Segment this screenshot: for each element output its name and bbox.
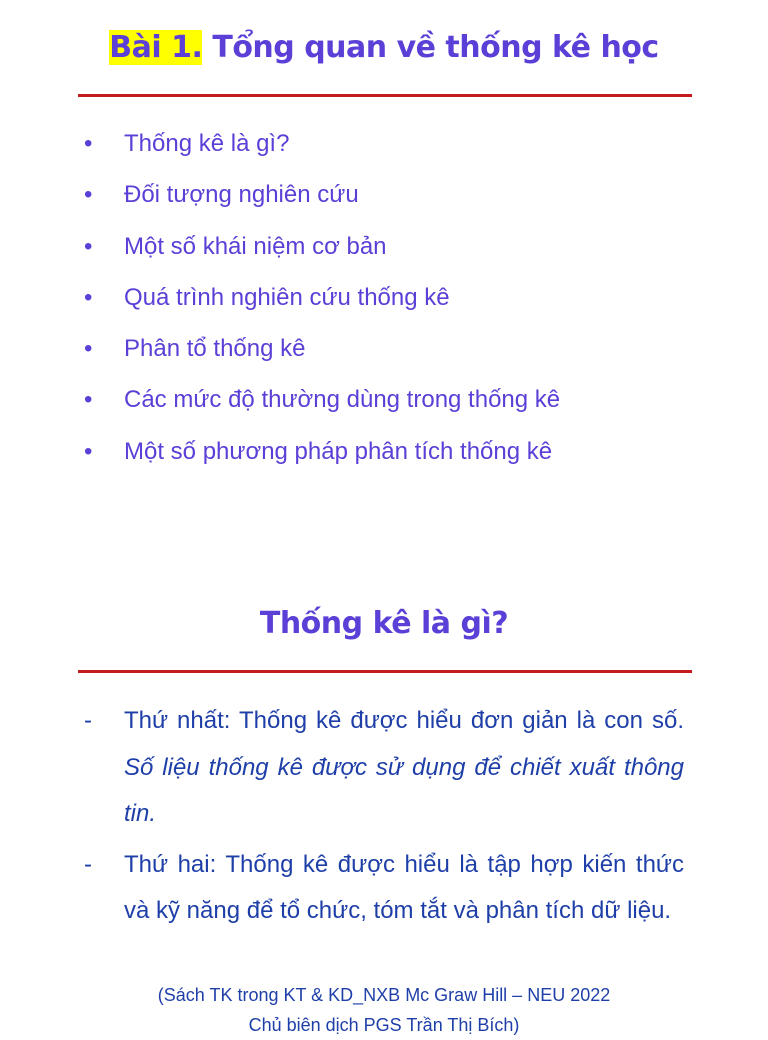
list-item: • Một số khái niệm cơ bản: [0, 227, 768, 278]
slide-title: Thống kê là gì?: [259, 606, 509, 641]
bullet-icon: •: [84, 130, 93, 157]
definition-list: [0, 698, 768, 935]
topic-list: [0, 124, 768, 483]
list-item: • Một số phương pháp phân tích thống kê: [0, 432, 768, 483]
paragraph-second: Thứ hai: Thống kê được hiểu là tập hợp kiến thức và kỹ năng để tổ chức, tóm tắt và phân tích dữ liệu.: [124, 850, 684, 924]
bullet-icon: •: [84, 283, 93, 311]
dash-marker: -: [84, 707, 92, 734]
slide-overview: [0, 0, 768, 510]
list-item: [0, 842, 768, 935]
title-highlight: Bài 1.: [109, 30, 203, 65]
title-divider: [78, 94, 692, 97]
bullet-icon: •: [84, 181, 93, 209]
bullet-icon: •: [84, 335, 93, 363]
source-citation: (Sách TK trong KT & KD_NXB Mc Graw Hill – NEU 2022 Chủ biên dịch PGS Trần Thị Bích): [157, 985, 611, 1035]
list-item: • Phân tổ thống kê: [0, 329, 768, 380]
slide-title: [0, 30, 768, 65]
italic-emphasis: Số liệu thống kê được sử dụng để chiết xuất thông tin.: [124, 753, 684, 827]
bullet-icon: •: [84, 437, 93, 465]
slide-definition: [0, 576, 768, 1035]
dash-marker: -: [84, 850, 92, 878]
list-item: • Quá trình nghiên cứu thống kê: [0, 278, 768, 329]
list-item: • Đối tượng nghiên cứu: [0, 175, 768, 226]
list-item: • Thống kê là gì?: [0, 124, 768, 175]
list-item: [0, 698, 768, 838]
bullet-icon: •: [84, 386, 93, 414]
title-text: Tổng quan về thống kê học: [202, 30, 659, 65]
list-item: • Các mức độ thường dùng trong thống kê: [0, 380, 768, 431]
bullet-icon: •: [84, 232, 93, 260]
title-divider: [78, 670, 692, 673]
paragraph-first: Thứ nhất: Thống kê được hiểu đơn giản là con số. Số liệu thống kê được sử dụng để chiết xuất thông tin.: [124, 707, 684, 827]
